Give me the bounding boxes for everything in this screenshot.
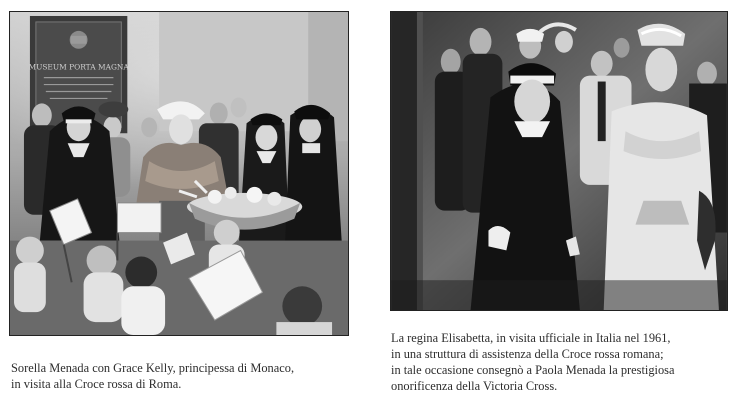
photo-queen-elizabeth-visit — [390, 11, 728, 311]
caption-right-line-4: onorificenza della Victoria Cross. — [391, 379, 558, 393]
caption-right-line-3: in tale occasione consegnò a Paola Menada la prestigiosa — [391, 363, 675, 377]
photo-grace-kelly-visit — [9, 11, 349, 336]
caption-left — [11, 360, 351, 392]
caption-right-line-2: in una struttura di assistenza della Croce rossa romana; — [391, 347, 664, 361]
caption-left-line-2: in visita alla Croce rossa di Roma. — [11, 377, 182, 391]
caption-right — [391, 330, 736, 394]
plaque-text: MUSEUM PORTA MAGNA — [28, 62, 129, 72]
caption-left-line-1: Sorella Menada con Grace Kelly, principessa di Monaco, — [11, 361, 295, 375]
caption-right-line-1: La regina Elisabetta, in visita ufficiale in Italia nel 1961, — [391, 331, 671, 345]
